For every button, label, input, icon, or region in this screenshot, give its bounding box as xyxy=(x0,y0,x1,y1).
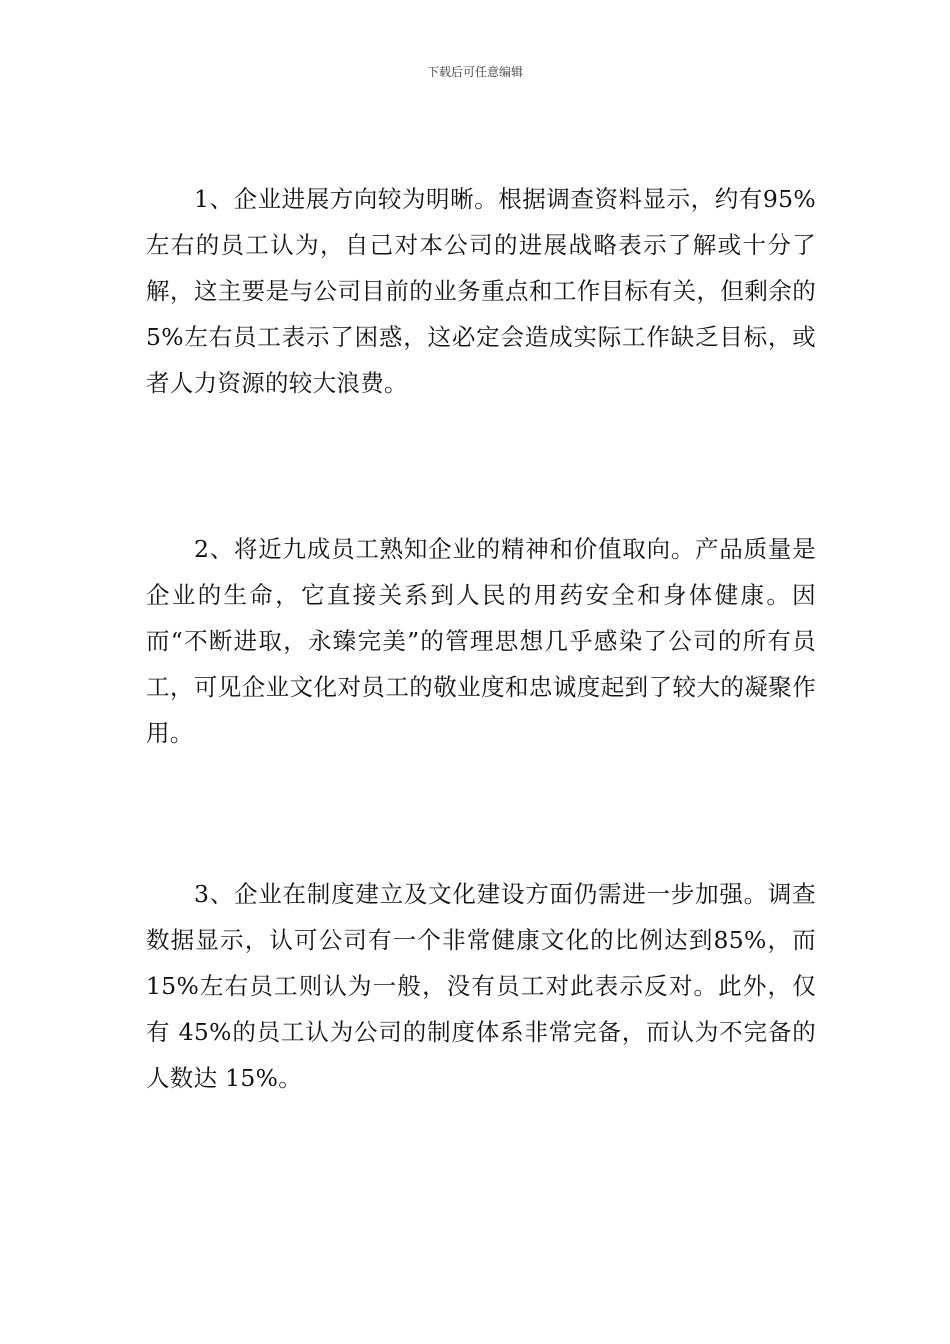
paragraph-1: 1、企业进展方向较为明晰。根据调查资料显示，约有95%左右的员工认为，自己对本公司的进展战略表示了解或十分了解，这主要是与公司目前的业务重点和工作目标有关，但剩余的 5%左右员工表示了困惑，这必定会造成实际工作缺乏目标，或者人力资源的较大浪费。 xyxy=(146,185,816,397)
paragraph-3: 3、企业在制度建立及文化建设方面仍需进一步加强。调查数据显示，认可公司有一个非常健康文化的比例达到85%，而 15%左右员工则认为一般，没有员工对此表示反对。此外，仅有 45%的员工认为公司的制度体系非常完备，而认为不完备的人数达 15%。 xyxy=(146,880,816,1092)
paragraph-2: 2、将近九成员工熟知企业的精神和价值取向。产品质量是企业的生命，它直接关系到人民的用药安全和身体健康。因而“不断进取，永臻完美”的管理思想几乎感染了公司的所有员工，可见企业文化对员工的敬业度和忠诚度起到了较大的凝聚作用。 xyxy=(146,535,816,747)
page-header: 下载后可任意编辑 xyxy=(426,65,523,79)
